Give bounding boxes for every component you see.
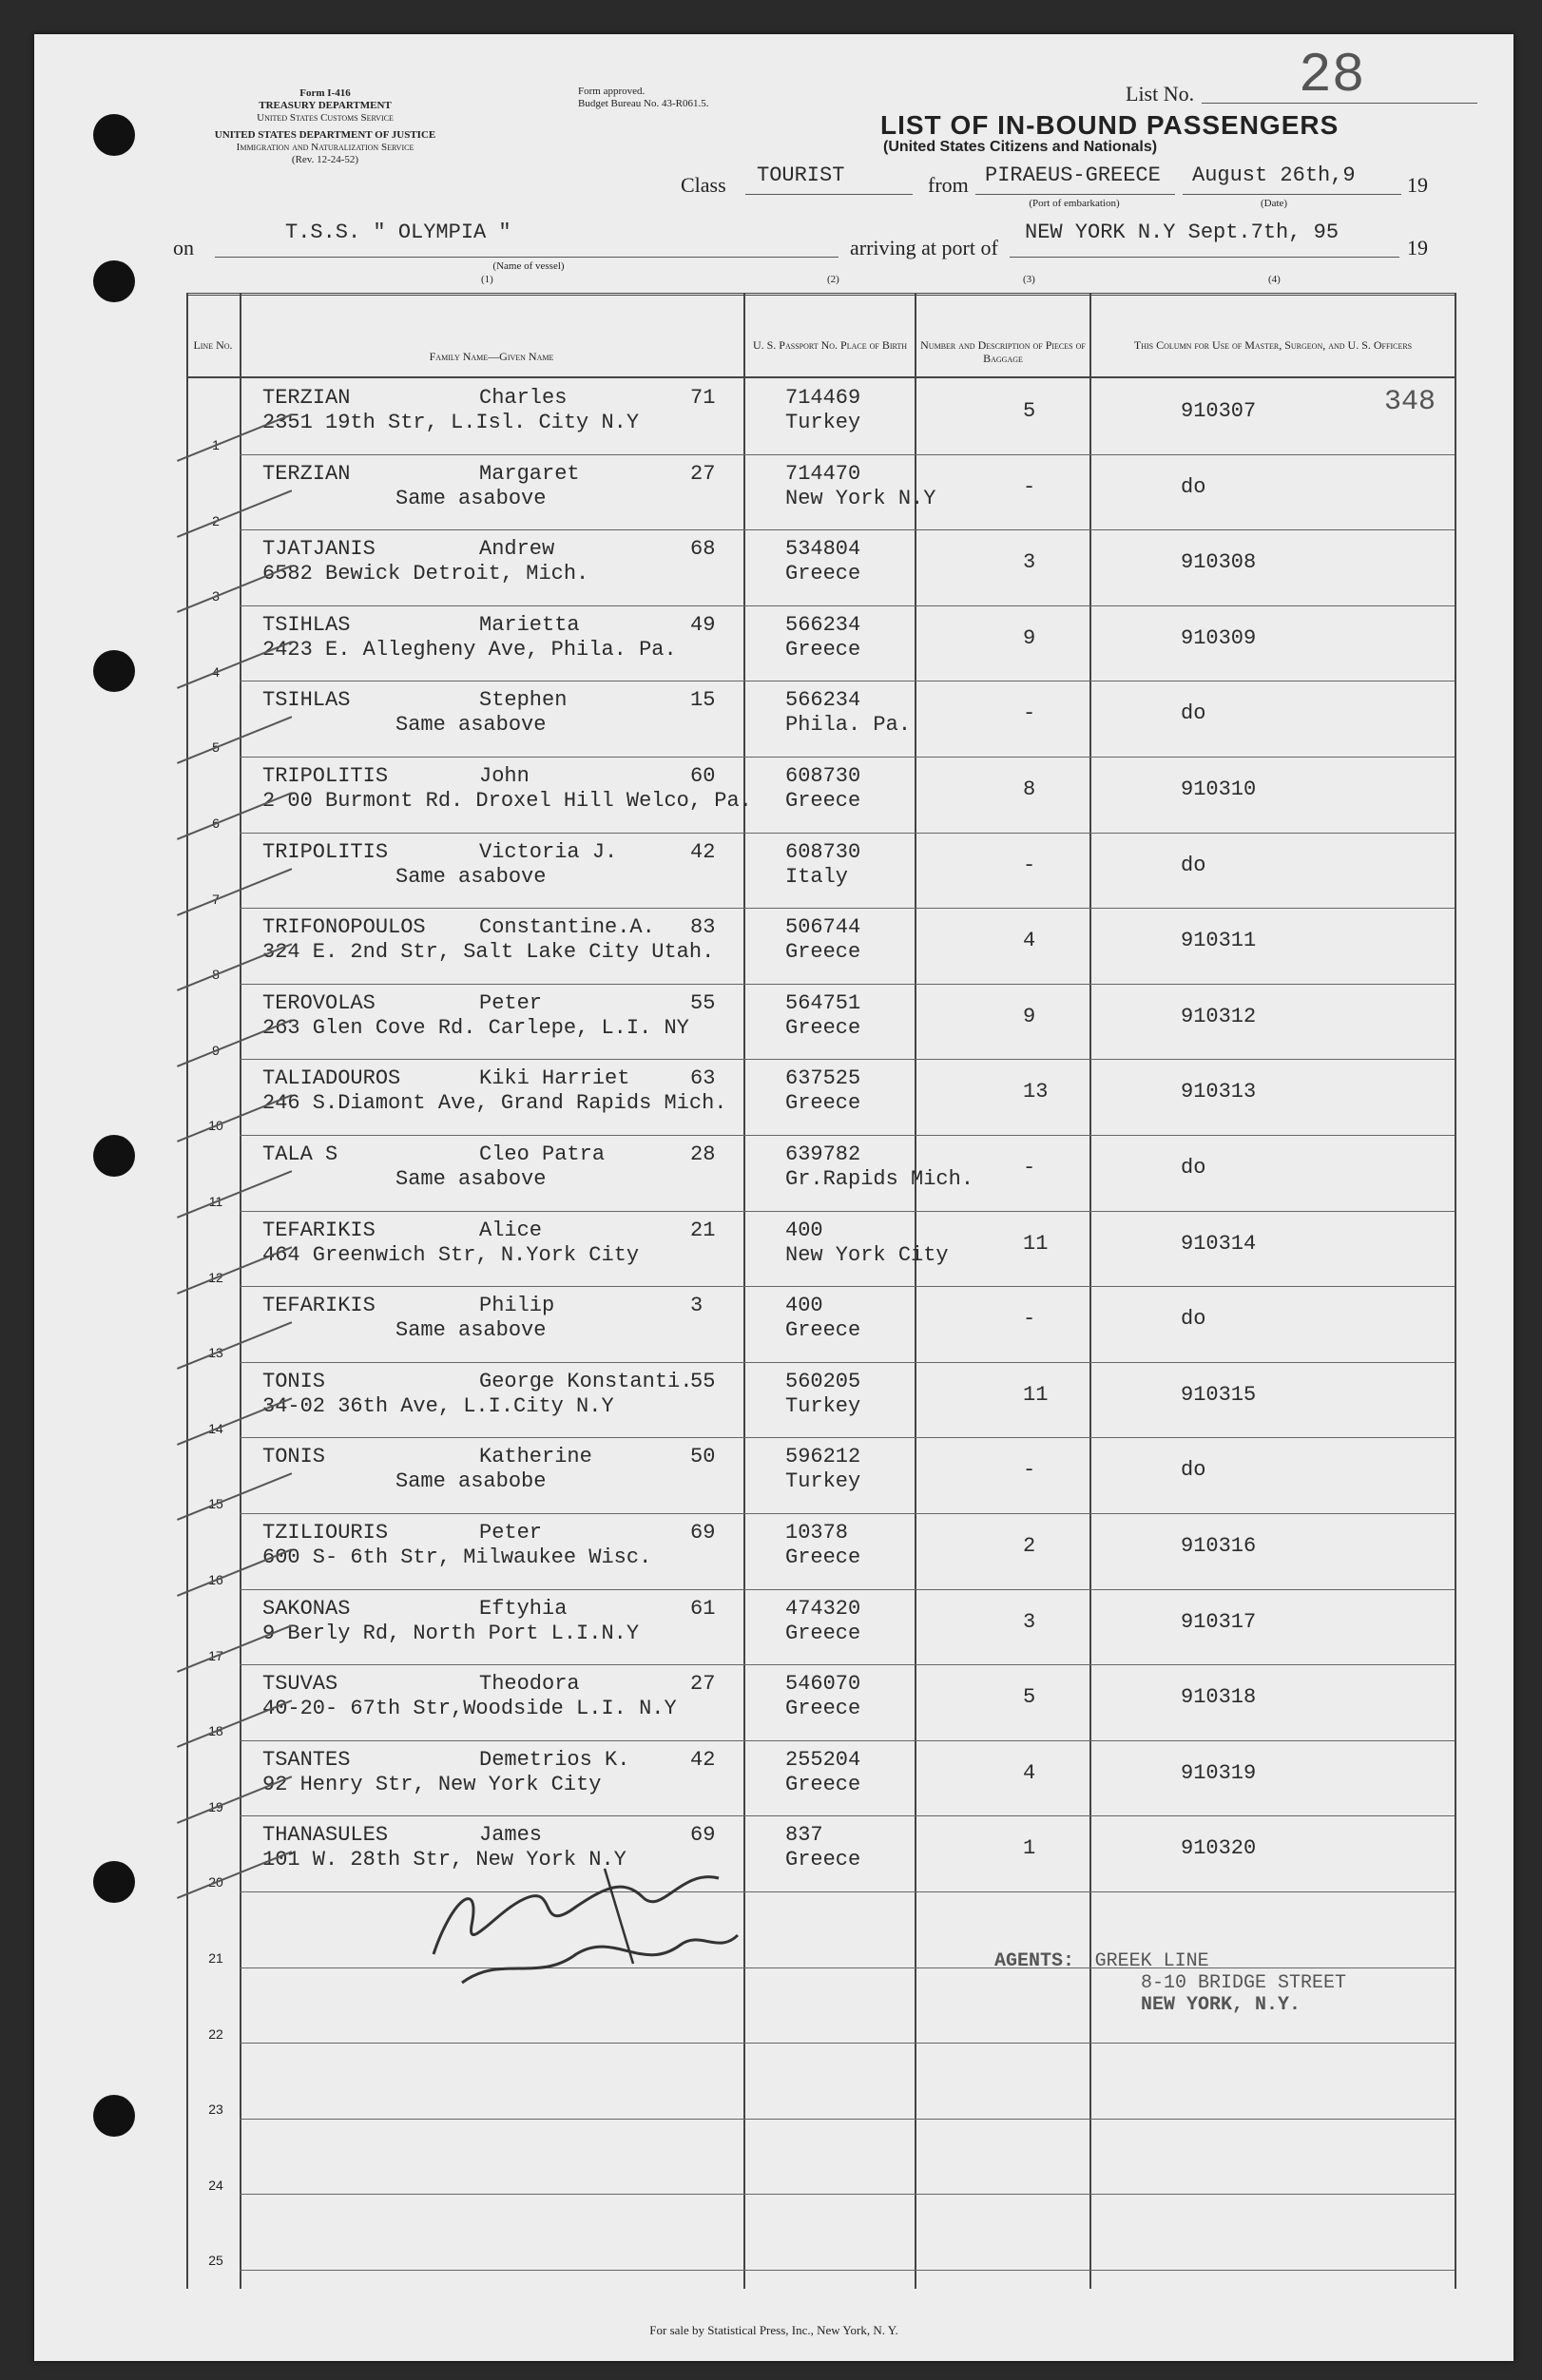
line-number: 6: [212, 816, 220, 831]
table-row: [34, 984, 1513, 1060]
birth-place: Turkey: [785, 411, 861, 434]
table-row: [34, 833, 1513, 909]
age: 61: [690, 1596, 716, 1621]
agents-label: AGENTS:: [994, 1950, 1075, 1972]
header-passport: U. S. Passport No. Place of Birth: [752, 338, 908, 352]
line-number: 8: [212, 967, 220, 983]
baggage-count: -: [1023, 853, 1036, 877]
form-page: [34, 34, 1513, 2361]
birth-place: Turkey: [785, 1469, 861, 1494]
baggage-count: 3: [1023, 1609, 1036, 1634]
arrival-value: NEW YORK N.Y Sept.7th, 95: [1025, 221, 1340, 244]
age: 63: [690, 1066, 716, 1091]
address: 40-20- 67th Str,Woodside L.I. N.Y: [262, 1697, 677, 1721]
footer-print: For sale by Statistical Press, Inc., New York, N. Y.: [649, 2323, 898, 2337]
justice-label: UNITED STATES DEPARTMENT OF JUSTICE: [214, 129, 436, 141]
family-name: TERZIAN: [262, 461, 351, 486]
passport-number: 546070: [785, 1672, 861, 1697]
family-name: TEFARIKIS: [262, 1294, 376, 1318]
birth-place: Phila. Pa.: [785, 713, 912, 738]
line-number: 11: [208, 1194, 223, 1209]
age: 55: [690, 1369, 716, 1393]
address: 324 E. 2nd Str, Salt Lake City Utah.: [262, 940, 715, 965]
officer-number: 910313: [1181, 1080, 1257, 1104]
baggage-count: 2: [1023, 1534, 1036, 1558]
passport-number: 637525: [785, 1066, 861, 1091]
line-number: 18: [208, 1723, 223, 1739]
page-stamp: 348: [1384, 386, 1436, 418]
line-number: 24: [208, 2177, 223, 2193]
given-name: James: [479, 1823, 543, 1848]
line-number: 10: [208, 1118, 223, 1134]
family-name: SAKONAS: [262, 1596, 351, 1621]
table-row: [34, 1513, 1513, 1589]
agents-line2: 8-10 BRIDGE STREET: [1141, 1972, 1347, 1994]
baggage-count: -: [1023, 1307, 1036, 1332]
age: 27: [690, 461, 716, 486]
revision-label: (Rev. 12-24-52): [291, 154, 359, 165]
line-number: 16: [208, 1572, 223, 1587]
birth-place: Greece: [785, 1621, 861, 1645]
family-name: TRIPOLITIS: [262, 839, 389, 864]
baggage-count: 9: [1023, 625, 1036, 650]
family-name: TERZIAN: [262, 386, 351, 410]
baggage-count: 4: [1023, 929, 1036, 953]
line-number: 4: [212, 663, 220, 680]
form-number: Form I-416: [299, 87, 351, 99]
age: 15: [690, 688, 716, 713]
header-line-no: Line No.: [193, 338, 233, 352]
passport-number: 400: [785, 1218, 823, 1242]
officer-number: 910308: [1181, 550, 1257, 575]
birth-place: Greece: [785, 940, 861, 965]
table-row: [34, 1437, 1513, 1513]
given-name: Cleo Patra: [479, 1142, 606, 1166]
form-agency-block: [183, 87, 468, 125]
officer-number: 910312: [1181, 1004, 1257, 1028]
age: 49: [690, 612, 716, 637]
year-label: 19: [1407, 173, 1428, 197]
family-name: TALIADOUROS: [262, 1066, 401, 1091]
vessel-caption: (Name of vessel): [492, 260, 565, 272]
baggage-count: 8: [1023, 777, 1036, 801]
table-row: [34, 757, 1513, 833]
table-row: [34, 1362, 1513, 1438]
given-name: Philip: [479, 1294, 555, 1318]
line-number: 13: [208, 1345, 223, 1361]
birth-place: Greece: [785, 1091, 861, 1116]
passport-number: 10378: [785, 1521, 849, 1545]
age: 42: [690, 839, 716, 864]
table-row: [34, 681, 1513, 757]
given-name: Charles: [479, 386, 568, 410]
baggage-count: 11: [1023, 1231, 1049, 1256]
birth-place: Greece: [785, 637, 861, 662]
birth-place: Greece: [785, 1015, 861, 1040]
agents-line3: NEW YORK, N.Y.: [1141, 1994, 1301, 2016]
passport-number: 564751: [785, 990, 861, 1015]
family-name: TZILIOURIS: [262, 1521, 389, 1545]
birth-place: New York City: [785, 1242, 949, 1267]
port-embark-caption: (Port of embarkation): [1029, 198, 1120, 209]
officer-number: 910314: [1181, 1231, 1257, 1256]
table-row: [34, 529, 1513, 605]
baggage-count: -: [1023, 701, 1036, 726]
baggage-count: 11: [1023, 1382, 1049, 1407]
col-num-1: (1): [481, 274, 493, 285]
table-row: [34, 1286, 1513, 1362]
address: Same asabove: [395, 486, 547, 510]
officer-number: 910319: [1181, 1760, 1257, 1785]
officer-number: do: [1181, 1307, 1206, 1332]
birth-place: Greece: [785, 1545, 861, 1569]
line-number: 23: [208, 2102, 223, 2118]
passport-number: 474320: [785, 1596, 861, 1621]
given-name: Eftyhia: [479, 1596, 568, 1621]
given-name: Alice: [479, 1218, 543, 1242]
family-name: TEFARIKIS: [262, 1218, 376, 1242]
baggage-count: -: [1023, 1458, 1036, 1483]
address: 34-02 36th Ave, L.I.City N.Y: [262, 1393, 614, 1418]
officer-number: 910309: [1181, 625, 1257, 650]
birth-place: Greece: [785, 789, 861, 813]
age: 21: [690, 1218, 716, 1242]
birth-place: Gr.Rapids Mich.: [785, 1167, 974, 1191]
line-number: 20: [208, 1874, 223, 1891]
line-number: 7: [212, 891, 220, 907]
passport-number: 837: [785, 1823, 823, 1848]
customs-label: United States Customs Service: [257, 112, 394, 124]
treasury-label: TREASURY DEPARTMENT: [259, 100, 392, 111]
given-name: Theodora: [479, 1672, 580, 1697]
header-officers: This Column for Use of Master, Surgeon, and U. S. Officers: [1133, 338, 1413, 352]
family-name: TALA S: [262, 1142, 338, 1166]
passport-number: 566234: [785, 688, 861, 713]
family-name: TSIHLAS: [262, 612, 351, 637]
birth-place: Greece: [785, 1772, 861, 1796]
passport-number: 534804: [785, 537, 861, 562]
from-value: PIRAEUS-GREECE: [985, 163, 1161, 187]
line-number: 21: [208, 1950, 223, 1966]
approval-label: Form approved.: [578, 86, 646, 97]
address: 101 W. 28th Str, New York N.Y: [262, 1848, 626, 1872]
table-row: [34, 1211, 1513, 1287]
table-row: [34, 1740, 1513, 1816]
arriving-label: arriving at port of: [850, 236, 998, 259]
address: Same asabove: [395, 1167, 547, 1191]
age: 60: [690, 764, 716, 788]
line-number: 25: [208, 2253, 223, 2269]
address: 464 Greenwich Str, N.York City: [262, 1242, 640, 1267]
passport-number: 255204: [785, 1747, 861, 1772]
passport-number: 400: [785, 1294, 823, 1318]
given-name: Victoria J.: [479, 839, 618, 864]
family-name: TEROVOLAS: [262, 990, 376, 1015]
family-name: TRIFONOPOULOS: [262, 915, 426, 940]
given-name: Margaret: [479, 461, 580, 486]
line-number: 19: [208, 1798, 223, 1814]
immigration-label: Immigration and Naturalization Service: [236, 142, 414, 153]
age: 27: [690, 1672, 716, 1697]
col-num-3: (3): [1023, 274, 1035, 285]
officer-number: 910317: [1181, 1609, 1257, 1634]
binder-hole: [93, 114, 135, 156]
line-number: 9: [212, 1042, 220, 1058]
col-num-2: (2): [827, 274, 839, 285]
address: 92 Henry Str, New York City: [262, 1772, 602, 1796]
passport-number: 714470: [785, 461, 861, 486]
address: 263 Glen Cove Rd. Carlepe, L.I. NY: [262, 1015, 689, 1040]
passport-number: 608730: [785, 839, 861, 864]
officer-number: 910310: [1181, 777, 1257, 801]
signature-scrawl: [414, 1840, 776, 2002]
given-name: Constantine.A.: [479, 915, 655, 940]
row-divider: [240, 2270, 1455, 2271]
baggage-count: -: [1023, 474, 1036, 499]
age: 83: [690, 915, 716, 940]
approval-block: [578, 86, 708, 110]
age: 28: [690, 1142, 716, 1166]
officer-number: 910315: [1181, 1382, 1257, 1407]
line-number: 15: [208, 1496, 223, 1512]
address: 600 S- 6th Str, Milwaukee Wisc.: [262, 1545, 652, 1569]
line-number: 5: [212, 739, 220, 756]
table-row: [34, 378, 1513, 454]
birth-place: Italy: [785, 864, 849, 889]
birth-place: New York N.Y: [785, 486, 936, 510]
officer-number: do: [1181, 474, 1206, 499]
officer-number: 910318: [1181, 1685, 1257, 1710]
table-row: [34, 2194, 1513, 2270]
list-no-value: 28: [1299, 46, 1365, 107]
class-label: Class: [681, 173, 726, 197]
table-row: [34, 2043, 1513, 2119]
family-name: THANASULES: [262, 1823, 389, 1848]
passport-number: 560205: [785, 1369, 861, 1393]
officer-number: 910311: [1181, 929, 1257, 953]
table-row: [34, 1664, 1513, 1740]
address: Same asabove: [395, 864, 547, 889]
passport-number: 639782: [785, 1142, 861, 1166]
line-number: 17: [208, 1647, 223, 1663]
address: Same asabove: [395, 1318, 547, 1343]
officer-number: do: [1181, 701, 1206, 726]
officer-number: 910320: [1181, 1836, 1257, 1861]
from-label: from: [928, 173, 969, 197]
address: 2 00 Burmont Rd. Droxel Hill Welco, Pa.: [262, 789, 752, 813]
line-number: 22: [208, 2025, 223, 2042]
age: 55: [690, 990, 716, 1015]
agents-stamp: [994, 1950, 1346, 2016]
given-name: Kiki Harriet: [479, 1066, 630, 1091]
baggage-count: -: [1023, 1156, 1036, 1180]
table-row: [34, 1135, 1513, 1211]
family-name: TSANTES: [262, 1747, 351, 1772]
age: 69: [690, 1521, 716, 1545]
given-name: John: [479, 764, 530, 788]
officer-number: do: [1181, 853, 1206, 877]
given-name: Demetrios K.: [479, 1747, 630, 1772]
family-name: TJATJANIS: [262, 537, 376, 562]
address: 9 Berly Rd, North Port L.I.N.Y: [262, 1621, 640, 1645]
given-name: Peter: [479, 1521, 543, 1545]
line-number: 3: [212, 588, 220, 605]
birth-place: Greece: [785, 1848, 861, 1872]
line-number: 14: [208, 1420, 223, 1436]
budget-label: Budget Bureau No. 43-R061.5.: [578, 98, 709, 109]
baggage-count: 5: [1023, 399, 1036, 423]
given-name: George Konstanti.: [479, 1369, 693, 1393]
age: 50: [690, 1445, 716, 1469]
birth-place: Greece: [785, 1318, 861, 1343]
baggage-count: 3: [1023, 550, 1036, 575]
given-name: Andrew: [479, 537, 555, 562]
family-name: TONIS: [262, 1369, 326, 1393]
address: 2423 E. Allegheny Ave, Phila. Pa.: [262, 637, 677, 662]
officer-number: do: [1181, 1156, 1206, 1180]
justice-block: [164, 129, 487, 166]
baggage-count: 1: [1023, 1836, 1036, 1861]
table-row: [34, 1059, 1513, 1135]
col-num-4: (4): [1268, 274, 1281, 285]
passport-number: 566234: [785, 612, 861, 637]
binder-hole: [93, 260, 135, 302]
given-name: Stephen: [479, 688, 568, 713]
officer-number: do: [1181, 1458, 1206, 1483]
passport-number: 506744: [785, 915, 861, 940]
baggage-count: 9: [1023, 1004, 1036, 1028]
passport-number: 608730: [785, 764, 861, 788]
birth-place: Turkey: [785, 1393, 861, 1418]
age: 68: [690, 537, 716, 562]
age: 71: [690, 386, 716, 410]
vessel-value: T.S.S. " OLYMPIA ": [285, 221, 511, 244]
table-row: [34, 2119, 1513, 2195]
on-label: on: [173, 236, 194, 259]
birth-place: Greece: [785, 562, 861, 586]
officer-number: 910307: [1181, 399, 1257, 423]
table-row: [34, 605, 1513, 681]
header-baggage: Number and Description of Pieces of Baggage: [920, 338, 1086, 365]
list-no-label: List No.: [1126, 82, 1195, 106]
age: 69: [690, 1823, 716, 1848]
address: Same asabove: [395, 713, 547, 738]
family-name: TONIS: [262, 1445, 326, 1469]
address: 6582 Bewick Detroit, Mich.: [262, 562, 589, 586]
age: 42: [690, 1747, 716, 1772]
family-name: TSUVAS: [262, 1672, 338, 1697]
line-number: 12: [208, 1269, 223, 1285]
birth-place: Greece: [785, 1697, 861, 1721]
table-row: [34, 1589, 1513, 1665]
baggage-count: 13: [1023, 1080, 1049, 1104]
class-value: TOURIST: [757, 163, 845, 187]
given-name: Peter: [479, 990, 543, 1015]
header-name: Family Name—Given Name: [429, 350, 554, 363]
family-name: TSIHLAS: [262, 688, 351, 713]
passport-number: 596212: [785, 1445, 861, 1469]
address: Same asabobe: [395, 1469, 547, 1494]
address: 246 S.Diamont Ave, Grand Rapids Mich.: [262, 1091, 727, 1116]
table-row: [34, 908, 1513, 984]
baggage-count: 4: [1023, 1760, 1036, 1785]
passport-number: 714469: [785, 386, 861, 410]
given-name: Marietta: [479, 612, 580, 637]
form-subtitle: (United States Citizens and Nationals): [883, 139, 1158, 155]
agents-line1: GREEK LINE: [1094, 1950, 1209, 1972]
line-number: 1: [212, 437, 220, 452]
year-label-2: 19: [1407, 236, 1428, 259]
date-value: August 26th,9: [1192, 163, 1356, 187]
family-name: TRIPOLITIS: [262, 764, 389, 788]
line-number: 2: [212, 512, 220, 528]
form-title: LIST OF IN-BOUND PASSENGERS: [880, 110, 1340, 140]
age: 3: [690, 1294, 704, 1318]
given-name: Katherine: [479, 1445, 592, 1469]
officer-number: 910316: [1181, 1534, 1257, 1558]
date-caption: (Date): [1261, 198, 1288, 209]
baggage-count: 5: [1023, 1685, 1036, 1710]
table-row: [34, 454, 1513, 530]
address: 2351 19th Str, L.Isl. City N.Y: [262, 411, 640, 434]
